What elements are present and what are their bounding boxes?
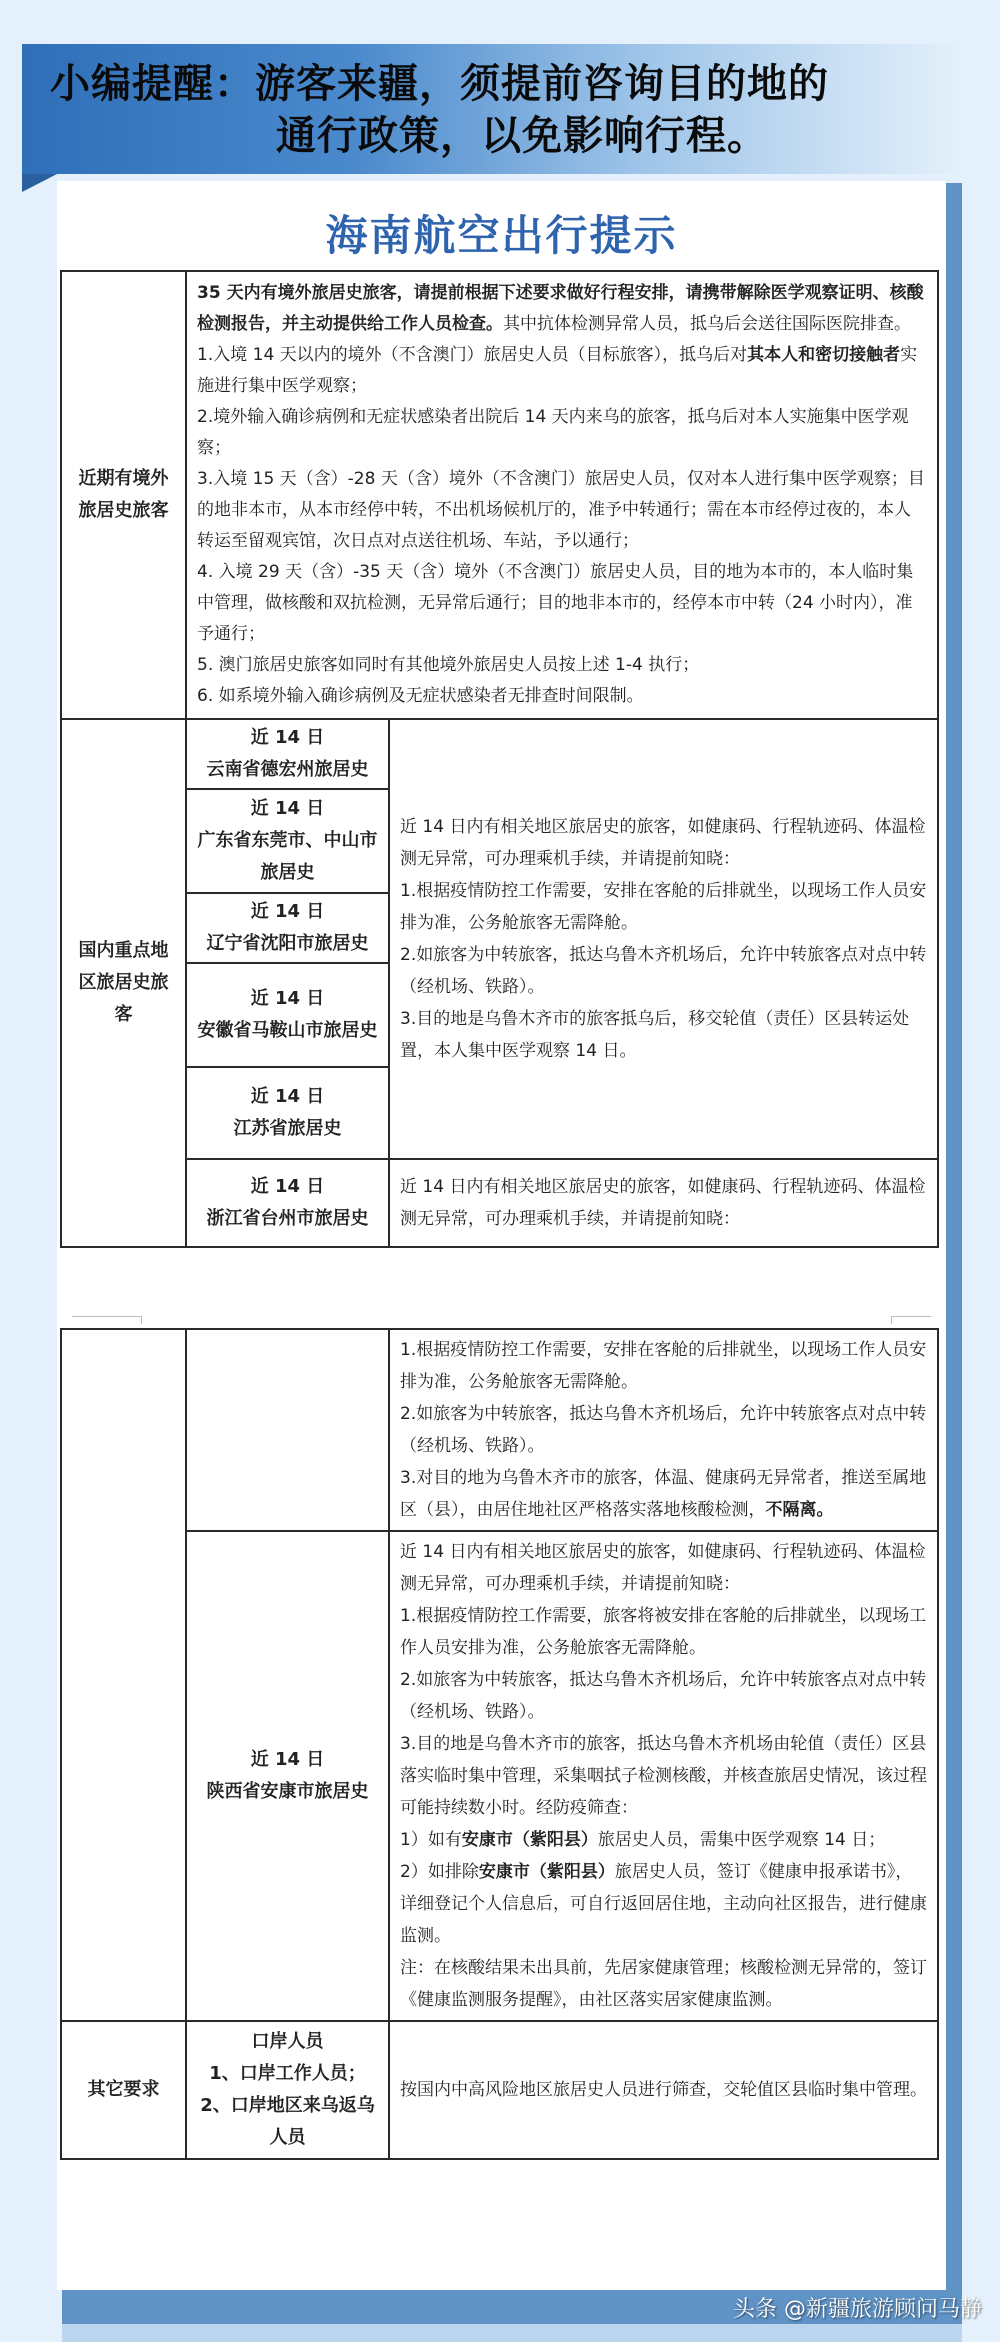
region-area: 江苏省旅居史 (233, 1118, 342, 1139)
group-c-item-1: 1.根据疫情防控工作需要，旅客将被安排在客舱的后排就坐，以现场工作人员安排为准，公务舱旅客无需降舱。 (400, 1606, 927, 1658)
frame-bottom-shadow (62, 2324, 962, 2342)
text: 2）如排除 (400, 1862, 479, 1882)
region-cell (186, 789, 389, 893)
reminder-line-1: 小编提醒：游客来疆，须提前咨询目的地的 (50, 61, 829, 107)
domestic-content-b-intro (389, 1159, 938, 1247)
region-cell (186, 1067, 389, 1159)
text-bold: 其本人和密切接触者 (747, 345, 901, 365)
text: 旅居史人员，需集中医学观察 14 日； (597, 1830, 886, 1850)
table-row-region (61, 1531, 938, 2021)
policy-table-1 (60, 270, 939, 1248)
table-row-other (61, 2021, 938, 2159)
port-staff-item-2: 2、口岸地区来乌返乌人员 (200, 2095, 375, 2148)
policy-table-2 (60, 1328, 939, 2160)
frame-right-bar (946, 183, 962, 2293)
overseas-item-6: 6. 如系境外输入确诊病例及无症状感染者无排查时间限制。 (197, 686, 644, 706)
domestic-content-a (389, 719, 938, 1159)
region-area: 浙江省台州市旅居史 (206, 1208, 369, 1229)
reminder-banner-text (22, 58, 942, 162)
group-b-item-3 (400, 1462, 927, 1526)
row-label-domestic (61, 719, 186, 1247)
region-period: 近 14 日 (250, 901, 325, 922)
group-b-item-1: 1.根据疫情防控工作需要，安排在客舱的后排就坐，以现场工作人员安排为准，公务舱旅客无需降舱。 (400, 1340, 927, 1392)
text: 3.对目的地为乌鲁木齐市的旅客，体温、健康码无异常者，推送至属地区（县），由居住地社区严格落实落地核酸检测， (400, 1468, 927, 1520)
table-row-overseas (61, 271, 938, 719)
region-area: 陕西省安康市旅居史 (206, 1781, 369, 1802)
overseas-intro (197, 278, 927, 340)
group-c-sub-1 (400, 1824, 927, 1856)
region-cell (186, 963, 389, 1067)
region-period: 近 14 日 (250, 988, 325, 1009)
port-staff-title: 口岸人员 (251, 2031, 324, 2052)
region-period: 近 14 日 (250, 727, 325, 748)
group-c-note: 注：在核酸结果未出具前，先居家健康管理；核酸检测无异常的，签订《健康监测服务提醒》，由社区落实居家健康监测。 (400, 1958, 927, 2010)
domestic-content-c (389, 1531, 938, 2021)
text-bold: 安康市（紫阳县） (461, 1830, 598, 1850)
region-period: 近 14 日 (250, 798, 325, 819)
group-a-item-2: 2.如旅客为中转旅客，抵达乌鲁木齐机场后，允许中转旅客点对点中转（经机场、铁路）。 (400, 945, 927, 997)
group-a-intro: 近 14 日内有相关地区旅居史的旅客，如健康码、行程轨迹码、体温检测无异常，可办理乘机手续，并请提前知晓： (400, 817, 926, 869)
region-cell (186, 893, 389, 963)
overseas-intro-bold: 35 天内有境外旅居史旅客，请提前根据下述要求做好行程安排，请携带解除医学观察证明、核酸检测报告，并主动提供给工作人员检查。 (197, 283, 924, 334)
text: 1.入境 14 天以内的境外（不含澳门）旅居史人员（目标旅客），抵乌后对 (197, 345, 748, 365)
text-bold: 不隔离。 (765, 1500, 834, 1520)
watermark: 头条 @新疆旅游顾问马静 (733, 2297, 982, 2322)
port-staff-cell (186, 2021, 389, 2159)
row-label-other (61, 2021, 186, 2159)
page-title: 海南航空出行提示 (325, 211, 678, 260)
overseas-intro-normal: 其中抗体检测异常人员，抵乌后会送往国际医院排查。 (503, 314, 911, 334)
text: 实施进行集中医学观察； (197, 345, 918, 396)
group-c-item-2: 2.如旅客为中转旅客，抵达乌鲁木齐机场后，允许中转旅客点对点中转（经机场、铁路）。 (400, 1670, 927, 1722)
group-c-sub-2 (400, 1856, 927, 1952)
region-cell (186, 719, 389, 789)
row-label-domestic-cont (61, 1329, 186, 2021)
row-label-text: 其它要求 (87, 2079, 160, 2100)
page-break-marks (60, 1314, 939, 1326)
region-period: 近 14 日 (250, 1086, 325, 1107)
region-cell (186, 1531, 389, 2021)
region-area: 云南省德宏州旅居史 (206, 759, 369, 780)
group-c-intro: 近 14 日内有相关地区旅居史的旅客，如健康码、行程轨迹码、体温检测无异常，可办理乘机手续，并请提前知晓： (400, 1542, 926, 1594)
other-content-text: 按国内中高风险地区旅居史人员进行筛查，交轮值区县临时集中管理。 (400, 2080, 927, 2100)
overseas-item-4: 4. 入境 29 天（含）-35 天（含）境外（不含澳门）旅居史人员，目的地为本市的，本人临时集中管理，做核酸和双抗检测，无异常后通行；目的地非本市的，经停本市中转（24 小时内），准予通行； (197, 562, 914, 644)
region-period: 近 14 日 (250, 1176, 325, 1197)
text-bold: 安康市（紫阳县） (478, 1862, 615, 1882)
corner-mark (72, 1316, 142, 1324)
overseas-item-3: 3.入境 15 天（含）-28 天（含）境外（不含澳门）旅居史人员，仅对本人进行集中医学观察；目的地非本市，从本市经停中转，不出机场候机厅的，准予中转通行；需在本市经停过夜的，本人转运至留观宾馆，次日点对点送往机场、车站，予以通行； (197, 469, 925, 551)
region-period: 近 14 日 (250, 1749, 325, 1770)
text: 1）如有 (400, 1830, 462, 1850)
row-label-overseas (61, 271, 186, 719)
overseas-item-5: 5. 澳门旅居史旅客如同时有其他境外旅居史人员按上述 1-4 执行； (197, 655, 700, 675)
group-c-item-3: 3.目的地是乌鲁木齐市的旅客，抵达乌鲁木齐机场由轮值（责任）区县落实临时集中管理，采集咽拭子检测核酸，并核查旅居史情况，该过程可能持续数小时。经防疫筛查： (400, 1734, 927, 1818)
reminder-line-2: 通行政策，以免影响行程。 (276, 113, 768, 159)
port-staff-item-1: 1、口岸工作人员； (209, 2063, 366, 2084)
table-row-domestic-cont (61, 1329, 938, 1531)
region-area: 安徽省马鞍山市旅居史 (197, 1020, 378, 1041)
notice-card (57, 181, 946, 2290)
table-row-domestic (61, 719, 938, 789)
banner-fold-decoration (22, 174, 57, 192)
corner-mark (891, 1316, 931, 1324)
other-content (389, 2021, 938, 2159)
row-label-text: 国内重点地区旅居史旅客 (78, 940, 169, 1025)
overseas-item-2: 2.境外输入确诊病例和无症状感染者出院后 14 天内来乌的旅客，抵乌后对本人实施集中医学观察； (197, 407, 909, 458)
group-b-item-2: 2.如旅客为中转旅客，抵达乌鲁木齐机场后，允许中转旅客点对点中转（经机场、铁路）。 (400, 1404, 927, 1456)
overseas-item-1 (197, 340, 927, 402)
row-label-text: 近期有境外旅居史旅客 (78, 468, 169, 521)
region-area: 广东省东莞市、中山市旅居史 (197, 830, 378, 883)
group-a-item-3: 3.目的地是乌鲁木齐市的旅客抵乌后，移交轮值（责任）区县转运处置，本人集中医学观察 14 日。 (400, 1009, 910, 1061)
region-cell (186, 1159, 389, 1247)
overseas-content (186, 271, 938, 719)
domestic-content-b (389, 1329, 938, 1531)
region-area: 辽宁省沈阳市旅居史 (206, 933, 369, 954)
region-cell-empty (186, 1329, 389, 1531)
group-b-intro: 近 14 日内有相关地区旅居史的旅客，如健康码、行程轨迹码、体温检测无异常，可办理乘机手续，并请提前知晓： (400, 1177, 926, 1229)
text: 旅居史人员，签订《健康申报承诺书》，详细登记个人信息后，可自行返回居住地，主动向社区报告，进行健康监测。 (400, 1862, 927, 1946)
table-row-region (61, 1159, 938, 1247)
group-a-item-1: 1.根据疫情防控工作需要，安排在客舱的后排就坐，以现场工作人员安排为准，公务舱旅客无需降舱。 (400, 881, 927, 933)
